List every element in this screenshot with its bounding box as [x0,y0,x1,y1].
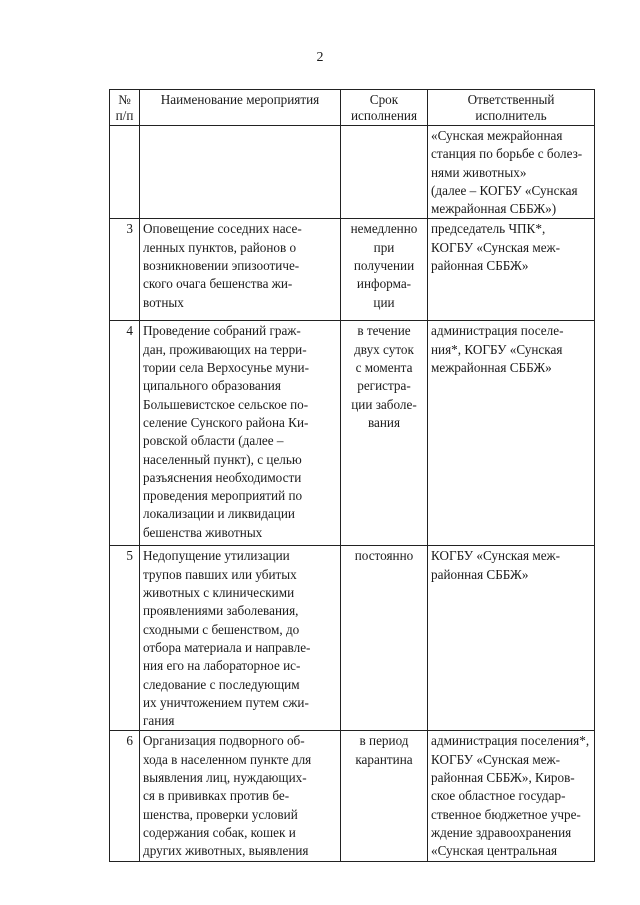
page-number: 2 [316,50,324,65]
measure-name: Проведение собраний граж- дан, проживающих на терри- тории села Верхосунье муни- ципального образования Большевистское сельское по- селение Сунского района Ки- ровской области (далее – населенный пункт), с целью разъяснения необходимости проведения мероприятий по локализации и ликвидации бешенства животных [140,321,341,546]
table-header-row [110,90,595,126]
deadline: в период карантина [341,731,428,861]
measure-name: Недопущение утилизации трупов павших или убитых животных с клиническими проявлениями заболевания, сходными с бешенством, до отбора материала и направле- ния его на лабораторное ис- следование с последующим их уничтожением путем сжи- гания [140,546,341,731]
deadline: в течение двух суток с момента регистра- ции заболе- вания [341,321,428,546]
row-number: 4 [110,321,140,546]
executor: председатель ЧПК*, КОГБУ «Сунская меж- районная СББЖ» [428,219,595,321]
table-row [110,321,595,546]
row-number: 3 [110,219,140,321]
measure-name: Организация подворного об- хода в населенном пункте для выявления лиц, нуждающих- ся в прививках против бе- шенства, проверки условий содержания собак, кошек и других животных, выявления [140,731,341,861]
measures-table [109,89,595,862]
row-number [110,126,140,219]
measure-name [140,126,341,219]
deadline: постоянно [341,546,428,731]
row-number: 5 [110,546,140,731]
table-row [110,546,595,731]
executor: «Сунская межрайонная станция по борьбе с болез- нями животных» (далее – КОГБУ «Сунская межрайонная СББЖ») [428,126,595,219]
executor: администрация поселения*, КОГБУ «Сунская меж- районная СББЖ», Киров- ское областное государ- ственное бюджетное учре- ждение здравоохранения «Сунская центральная [428,731,595,861]
executor: КОГБУ «Сунская меж- районная СББЖ» [428,546,595,731]
deadline: немедленно при получении информа- ции [341,219,428,321]
measure-name: Оповещение соседних насе- ленных пунктов, районов о возникновении эпизоотиче- ского очага бешенства жи- вотных [140,219,341,321]
table-row [110,219,595,321]
table-row [110,731,595,861]
deadline [341,126,428,219]
header-number: № п/п [110,90,140,126]
header-executor: Ответственный исполнитель [428,90,595,126]
executor: администрация поселе- ния*, КОГБУ «Сунская межрайонная СББЖ» [428,321,595,546]
row-number: 6 [110,731,140,861]
header-measure-name: Наименование мероприятия [140,90,341,126]
header-deadline: Срок исполнения [341,90,428,126]
table-row [110,126,595,219]
